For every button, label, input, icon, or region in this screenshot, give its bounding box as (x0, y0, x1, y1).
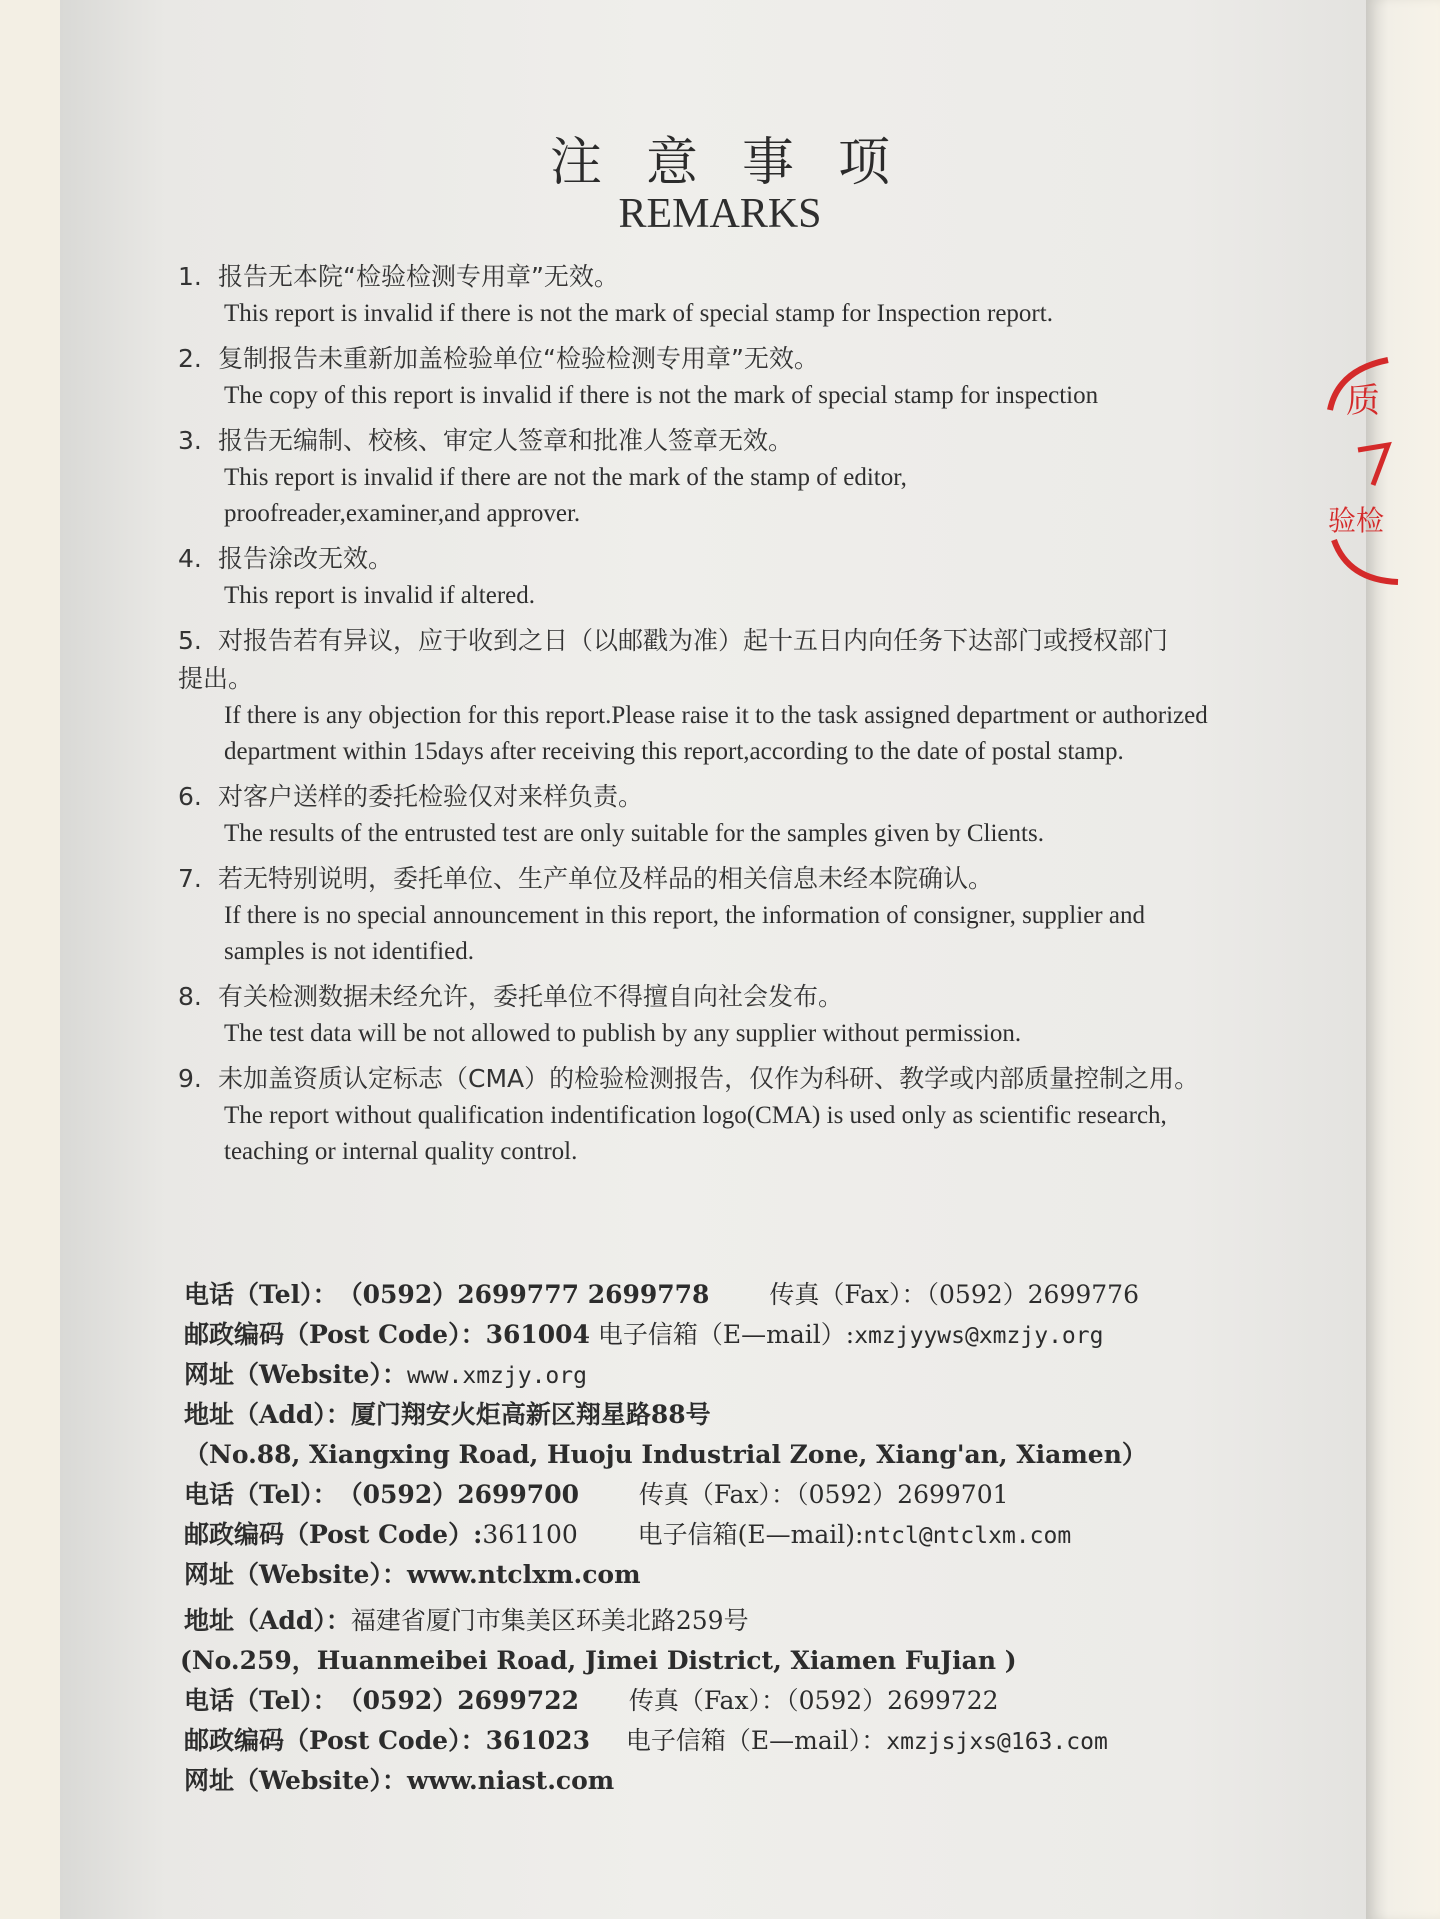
contact-row (184, 1681, 1184, 1721)
remark-number: 1. (178, 262, 202, 291)
remark-item-9 (178, 1060, 1238, 1170)
remark-number: 9. (178, 1064, 202, 1093)
remark-item-1 (178, 258, 1238, 332)
tel-value: （0592）2699722 (337, 1686, 579, 1715)
contact-row (184, 1761, 1184, 1801)
remark-cn: 报告无本院“检验检测专用章”无效。 (218, 262, 619, 291)
post-code-value: 361004 (485, 1320, 590, 1349)
remark-item-2 (178, 340, 1238, 414)
website-value[interactable]: www.niast.com (406, 1766, 615, 1795)
contact-row (184, 1555, 1184, 1595)
stamp-text: 验检 (1328, 504, 1385, 537)
remark-number: 6. (178, 782, 202, 811)
website-label: 网址（Website）： (184, 1766, 407, 1795)
remark-item-8 (178, 978, 1238, 1052)
contact-row (184, 1275, 1184, 1315)
contact-row (184, 1395, 1184, 1435)
remark-cn: 对报告若有异议，应于收到之日（以邮戳为准）起十五日内向任务下达部门或授权部门提出。 (178, 626, 1169, 693)
remark-cn: 有关检测数据未经允许，委托单位不得擅自向社会发布。 (218, 982, 844, 1011)
fax-value: （0592）2699722 (786, 1686, 999, 1715)
remark-en: The test data will be not allowed to publish by any supplier without permission. (224, 1020, 1022, 1047)
tel-value: （0592）2699700 (337, 1480, 579, 1509)
contact-row (184, 1515, 1184, 1555)
contact-row (184, 1315, 1184, 1355)
remark-item-4 (178, 540, 1238, 614)
contact-row (180, 1641, 1184, 1681)
email-value: ntcl@ntclxm.com (863, 1523, 1072, 1549)
remark-item-7 (178, 860, 1238, 970)
remark-item-5 (178, 622, 1238, 770)
address-en: （No.88, Xiangxing Road, Huoju Industrial Zone, Xiang'an, Xiamen） (184, 1440, 1147, 1469)
remarks-list (178, 258, 1238, 1178)
fax-label: 传真（Fax）： (638, 1480, 797, 1509)
post-code-label: 邮政编码（Post Code）： (184, 1726, 486, 1755)
remark-en: The copy of this report is invalid if there is not the mark of special stamp for inspection (224, 382, 1099, 409)
title-english: REMARKS (618, 191, 822, 237)
remark-en: The report without qualification indentification logo(CMA) is used only as scientific research, teaching or internal quality control. (224, 1102, 1167, 1165)
remark-cn: 复制报告未重新加盖检验单位“检验检测专用章”无效。 (218, 344, 819, 373)
post-code-label: 邮政编码（Post Code）： (184, 1320, 486, 1349)
remark-cn: 报告无编制、校核、审定人签章和批准人签章无效。 (218, 426, 794, 455)
post-code-label: 邮政编码（Post Code）: (184, 1520, 483, 1549)
remark-en: This report is invalid if altered. (224, 582, 536, 609)
address-en: (No.259，Huanmeibei Road, Jimei District, Xiamen FuJian ) (180, 1646, 1017, 1675)
remark-cn: 报告涂改无效。 (218, 544, 394, 573)
email-value: xmzjsjxs@163.com (886, 1729, 1108, 1755)
remark-en: The results of the entrusted test are only suitable for the samples given by Clients. (224, 820, 1044, 847)
remark-cn: 未加盖资质认定标志（CMA）的检验检测报告，仅作为科研、教学或内部质量控制之用。 (218, 1064, 1200, 1093)
website-label: 网址（Website）： (184, 1360, 407, 1389)
email-label: 电子信箱（E—mail）： (625, 1726, 887, 1755)
contact-row (184, 1601, 1184, 1641)
title-chinese: 注意事项 (549, 133, 934, 193)
contact-row (184, 1475, 1184, 1515)
stamp-text: 质 (1346, 381, 1380, 421)
fax-value: （0592）2699701 (796, 1480, 1009, 1509)
tel-label: 电话（Tel）： (184, 1280, 338, 1309)
remark-en: This report is invalid if there are not the mark of the stamp of editor, proofreader,examiner,and approver. (224, 464, 907, 527)
remark-number: 3. (178, 426, 202, 455)
remark-number: 8. (178, 982, 202, 1011)
remark-item-6 (178, 778, 1238, 852)
remark-en: If there is any objection for this report.Please raise it to the task assigned department or authorized department within 15days after receiving this report,according to the date of postal stamp. (224, 702, 1208, 765)
remark-cn: 对客户送样的委托检验仅对来样负责。 (218, 782, 644, 811)
fax-label: 传真（Fax）： (769, 1280, 927, 1309)
address-cn: 福建省厦门市集美区环美北路259号 (350, 1606, 749, 1635)
tel-label: 电话（Tel）： (184, 1686, 338, 1715)
email-label: 电子信箱（E—mail）: (597, 1320, 855, 1349)
website-label: 网址（Website）： (184, 1560, 407, 1589)
address-label: 地址（Add）： (184, 1606, 351, 1635)
fax-value: （0592）2699776 (926, 1280, 1139, 1309)
page-edge (1366, 0, 1440, 1919)
address-label: 地址（Add）： (184, 1400, 351, 1429)
contact-info (180, 1275, 1184, 1801)
red-seal-stamp (1318, 350, 1428, 590)
post-code-value: 361100 (482, 1520, 578, 1549)
fax-label: 传真（Fax）： (628, 1686, 787, 1715)
website-value[interactable]: www.xmzjy.org (406, 1363, 587, 1389)
address-cn: 厦门翔安火炬高新区翔星路88号 (350, 1400, 711, 1429)
remark-number: 4. (178, 544, 202, 573)
remark-cn: 若无特别说明，委托单位、生产单位及样品的相关信息未经本院确认。 (218, 864, 994, 893)
remark-number: 7. (178, 864, 202, 893)
website-value[interactable]: www.ntclxm.com (406, 1560, 641, 1589)
contact-row (184, 1355, 1184, 1395)
remark-en: This report is invalid if there is not the mark of special stamp for Inspection report. (224, 300, 1053, 327)
remark-en: If there is no special announcement in this report, the information of consigner, supplier and samples is not identified. (224, 902, 1145, 965)
tel-value: （0592）2699777 2699778 (337, 1280, 710, 1309)
remark-item-3 (178, 422, 1238, 532)
post-code-value: 361023 (485, 1726, 590, 1755)
contact-row (184, 1435, 1184, 1475)
remark-number: 5. (178, 626, 202, 655)
remark-number: 2. (178, 344, 202, 373)
email-label: 电子信箱(E—mail): (637, 1520, 864, 1549)
email-value: xmzjyyws@xmzjy.org (854, 1323, 1104, 1349)
tel-label: 电话（Tel）： (184, 1480, 338, 1509)
contact-row (184, 1721, 1184, 1761)
